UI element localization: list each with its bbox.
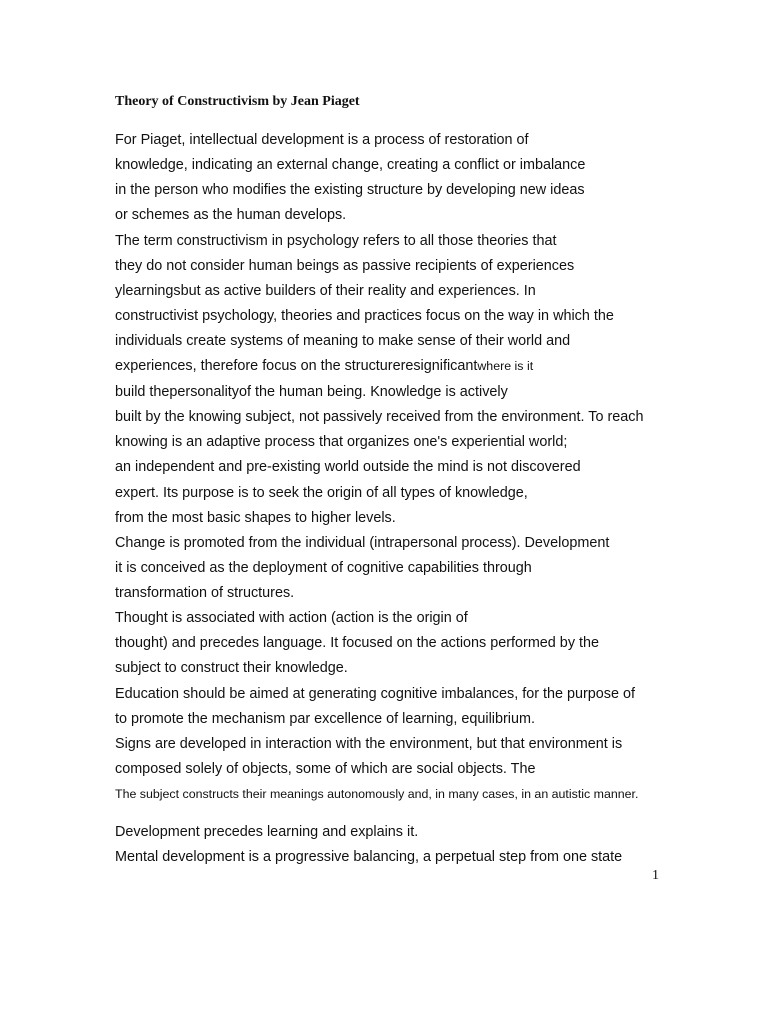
body-line: transformation of structures.: [115, 585, 295, 601]
body-line: Education should be aimed at generating cognitive imbalances, for the purpose of: [115, 686, 635, 702]
body-line: or schemes as the human develops.: [115, 207, 347, 223]
body-line: to promote the mechanism par excellence of learning, equilibrium.: [115, 711, 535, 727]
body-line: The term constructivism in psychology refers to all those theories that: [115, 233, 557, 249]
body-line: Development precedes learning and explains it.: [115, 824, 419, 840]
body-line: knowing is an adaptive process that organizes one's experiential world;: [115, 434, 568, 450]
body-line: individuals create systems of meaning to make sense of their world and: [115, 333, 571, 349]
body-line: Thought is associated with action (action is the origin of: [115, 610, 468, 626]
body-line: For Piaget, intellectual development is a process of restoration of: [115, 132, 529, 148]
body-line: they do not consider human beings as passive recipients of experiences: [115, 258, 575, 274]
body-line-text: experiences, therefore focus on the structureresignificant: [115, 358, 478, 374]
body-line-small: The subject constructs their meanings autonomously and, in many cases, in an autistic manner.: [115, 787, 639, 801]
body-line: [115, 357, 533, 375]
page-number: 1: [652, 868, 659, 883]
body-line: composed solely of objects, some of which are social objects. The: [115, 761, 536, 777]
inline-small-text: where is it: [477, 359, 534, 373]
body-line: from the most basic shapes to higher levels.: [115, 510, 396, 526]
body-line: built by the knowing subject, not passively received from the environment. To reach: [115, 409, 644, 425]
document-title: Theory of Constructivism by Jean Piaget: [115, 94, 360, 109]
body-line: knowledge, indicating an external change, creating a conflict or imbalance: [115, 157, 586, 173]
body-line: thought) and precedes language. It focused on the actions performed by the: [115, 635, 600, 651]
body-line: Change is promoted from the individual (intrapersonal process). Development: [115, 535, 610, 551]
body-line: Mental development is a progressive balancing, a perpetual step from one state: [115, 849, 623, 865]
body-line: in the person who modifies the existing structure by developing new ideas: [115, 182, 585, 198]
body-line: build thepersonalityof the human being. Knowledge is actively: [115, 384, 508, 400]
body-line: subject to construct their knowledge.: [115, 660, 348, 676]
body-line: Signs are developed in interaction with the environment, but that environment is: [115, 736, 623, 752]
body-line: it is conceived as the deployment of cognitive capabilities through: [115, 560, 532, 576]
body-line: expert. Its purpose is to seek the origin of all types of knowledge,: [115, 485, 528, 501]
body-line: an independent and pre-existing world outside the mind is not discovered: [115, 459, 581, 475]
body-line: constructivist psychology, theories and practices focus on the way in which the: [115, 308, 614, 324]
body-line: ylearningsbut as active builders of their reality and experiences. In: [115, 283, 536, 299]
